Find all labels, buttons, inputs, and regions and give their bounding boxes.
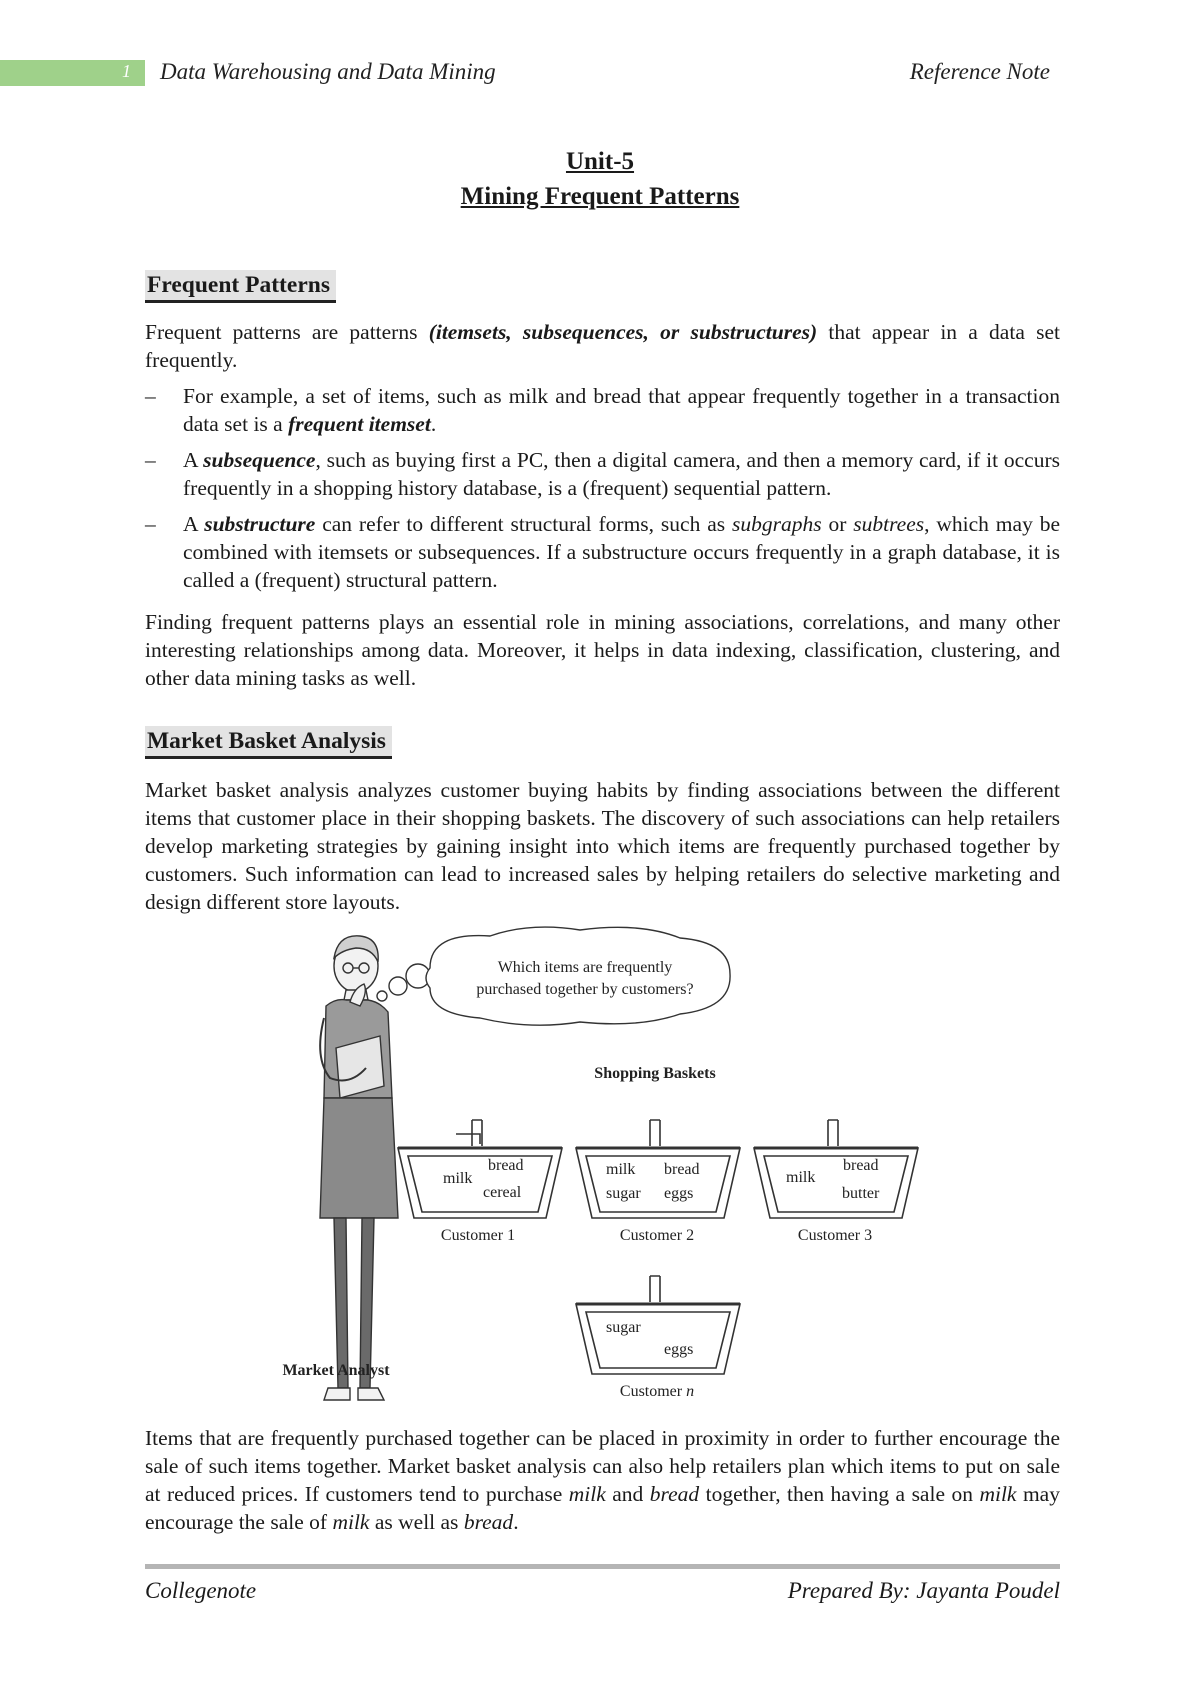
basket-item: eggs <box>664 1341 694 1358</box>
basket-item: milk <box>786 1169 816 1186</box>
customer-label: Customer 1 <box>440 1227 516 1244</box>
footer-source: Collegenote <box>145 1578 257 1603</box>
list-item-subsequence: – A subsequence, such as buying first a PC, then a digital camera, and then a memory card, if it occurs frequently in a shopping history database, is a (frequent) sequential pattern. <box>145 448 1060 500</box>
basket-item: bread <box>488 1157 524 1174</box>
customer-label: Customer 2 <box>619 1227 695 1244</box>
basket-customer-3 <box>754 1120 918 1244</box>
basket-item: milk <box>606 1161 636 1178</box>
basket-item: bread <box>664 1161 700 1178</box>
paragraph-frequent-patterns-definition: Frequent patterns are patterns (itemsets, subsequences, or substructures) that appear in a data set frequently. <box>145 320 1060 372</box>
thought-text-line1: Which items are frequently <box>497 959 673 976</box>
customer-label: Customer 3 <box>797 1227 873 1244</box>
list-dash: – <box>145 512 156 536</box>
basket-item: milk <box>443 1170 473 1187</box>
basket-customer-2 <box>576 1120 740 1244</box>
shopping-baskets-title: Shopping Baskets <box>594 1065 716 1082</box>
basket-item: eggs <box>664 1185 694 1202</box>
footer-divider <box>145 1564 1060 1569</box>
basket-customer-1 <box>398 1120 562 1244</box>
unit-title: Mining Frequent Patterns <box>460 183 740 210</box>
basket-item: cereal <box>483 1184 522 1201</box>
page-number: 1 <box>122 61 131 81</box>
thought-text-line2: purchased together by customers? <box>476 981 694 998</box>
market-basket-figure <box>280 918 920 1413</box>
paragraph-market-basket-intro: Market basket analysis analyzes customer buying habits by finding associations between the different items that customer place in their shopping baskets. The discovery of such associations can help retailers develop marketing strategies by gaining insight into which items are frequently purchased together by customers. Such information can lead to increased sales by helping retailers do selective marketing and design different store layouts. <box>145 778 1060 914</box>
basket-item: sugar <box>606 1319 641 1336</box>
section-heading-market-basket-analysis: Market Basket Analysis <box>145 726 392 759</box>
paragraph-market-basket-benefits: Items that are frequently purchased together can be placed in proximity in order to further encourage the sale of such items together. Market basket analysis can also help retailers plan which items to put on sale at reduced prices. If customers tend to purchase milk and bread together, then having a sale on milk may encourage the sale of milk as well as bread. <box>145 1426 1060 1534</box>
basket-item: butter <box>842 1185 880 1202</box>
unit-number: Unit-5 <box>565 148 635 175</box>
basket-item: bread <box>843 1157 879 1174</box>
header-reference-note: Reference Note <box>909 59 1050 84</box>
list-dash: – <box>145 384 156 408</box>
market-analyst-label: Market Analyst <box>282 1362 390 1379</box>
basket-customer-n <box>576 1276 740 1400</box>
list-item-substructure: – A substructure can refer to different structural forms, such as subgraphs or subtrees, which may be combined with itemsets or subsequences. If a substructure occurs frequently in a graph database, it is called a (frequent) structural pattern. <box>145 512 1060 592</box>
header-course-title: Data Warehousing and Data Mining <box>160 59 496 84</box>
paragraph-importance: Finding frequent patterns plays an essential role in mining associations, correlations, and many other interesting relationships among data. Moreover, it helps in data indexing, classification, clustering, and other data mining tasks as well. <box>145 610 1060 690</box>
list-item-frequent-itemset: – For example, a set of items, such as milk and bread that appear frequently together in a transaction data set is a frequent itemset. <box>145 384 1060 436</box>
market-analyst-illustration <box>320 936 398 1400</box>
thought-bubble <box>377 927 730 1025</box>
section-heading-frequent-patterns: Frequent Patterns <box>145 270 336 303</box>
basket-item: sugar <box>606 1185 641 1202</box>
footer-author: Prepared By: Jayanta Poudel <box>787 1578 1060 1603</box>
list-dash: – <box>145 448 156 472</box>
customer-label: Customer n <box>619 1383 695 1400</box>
